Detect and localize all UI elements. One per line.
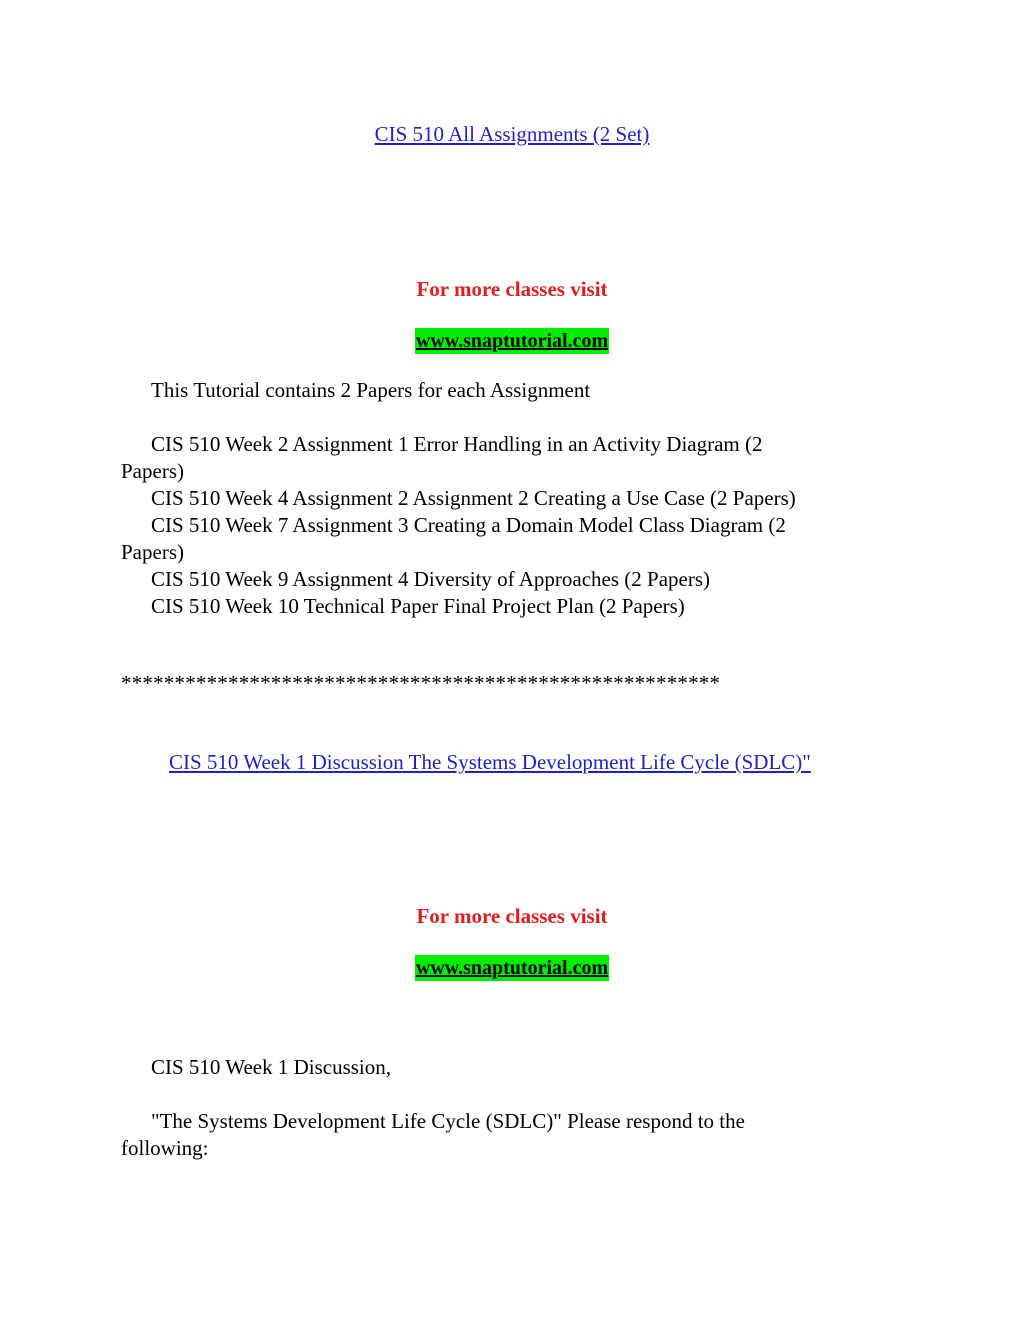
assignment-item-3-line2: Papers) <box>121 540 184 564</box>
discussion-label: CIS 510 Week 1 Discussion, <box>151 1055 392 1079</box>
site-link[interactable]: www.snaptutorial.com <box>415 957 609 979</box>
assignment-item-1-line1: CIS 510 Week 2 Assignment 1 Error Handling in an Activity Diagram (2 <box>151 432 763 456</box>
assignment-item-2: CIS 510 Week 4 Assignment 2 Assignment 2 Creating a Use Case (2 Papers) <box>151 486 796 510</box>
title-link-text[interactable]: CIS 510 All Assignments (2 Set) <box>374 122 650 146</box>
separator-stars: ******************************************************** <box>121 671 721 695</box>
title-link-week1-discussion[interactable] <box>169 749 811 776</box>
discussion-prompt-line1: "The Systems Development Life Cycle (SDLC)" Please respond to the <box>151 1109 745 1133</box>
title-link-all-assignments[interactable] <box>0 121 1024 148</box>
assignment-item-3-line1: CIS 510 Week 7 Assignment 3 Creating a Domain Model Class Diagram (2 <box>151 513 786 537</box>
discussion-prompt-line2: following: <box>121 1136 209 1160</box>
assignment-item-4: CIS 510 Week 9 Assignment 4 Diversity of Approaches (2 Papers) <box>151 567 711 591</box>
title-link-text[interactable]: CIS 510 Week 1 Discussion The Systems Development Life Cycle (SDLC)" <box>169 750 811 774</box>
promo-heading: For more classes visit <box>416 904 608 928</box>
site-link[interactable]: www.snaptutorial.com <box>415 330 609 352</box>
promo-heading: For more classes visit <box>416 277 608 301</box>
assignment-item-5: CIS 510 Week 10 Technical Paper Final Project Plan (2 Papers) <box>151 594 685 618</box>
site-link-wrapper <box>0 954 1024 981</box>
intro-text: This Tutorial contains 2 Papers for each Assignment <box>151 378 591 402</box>
site-link-wrapper <box>0 327 1024 354</box>
assignment-item-1-line2: Papers) <box>121 459 184 483</box>
